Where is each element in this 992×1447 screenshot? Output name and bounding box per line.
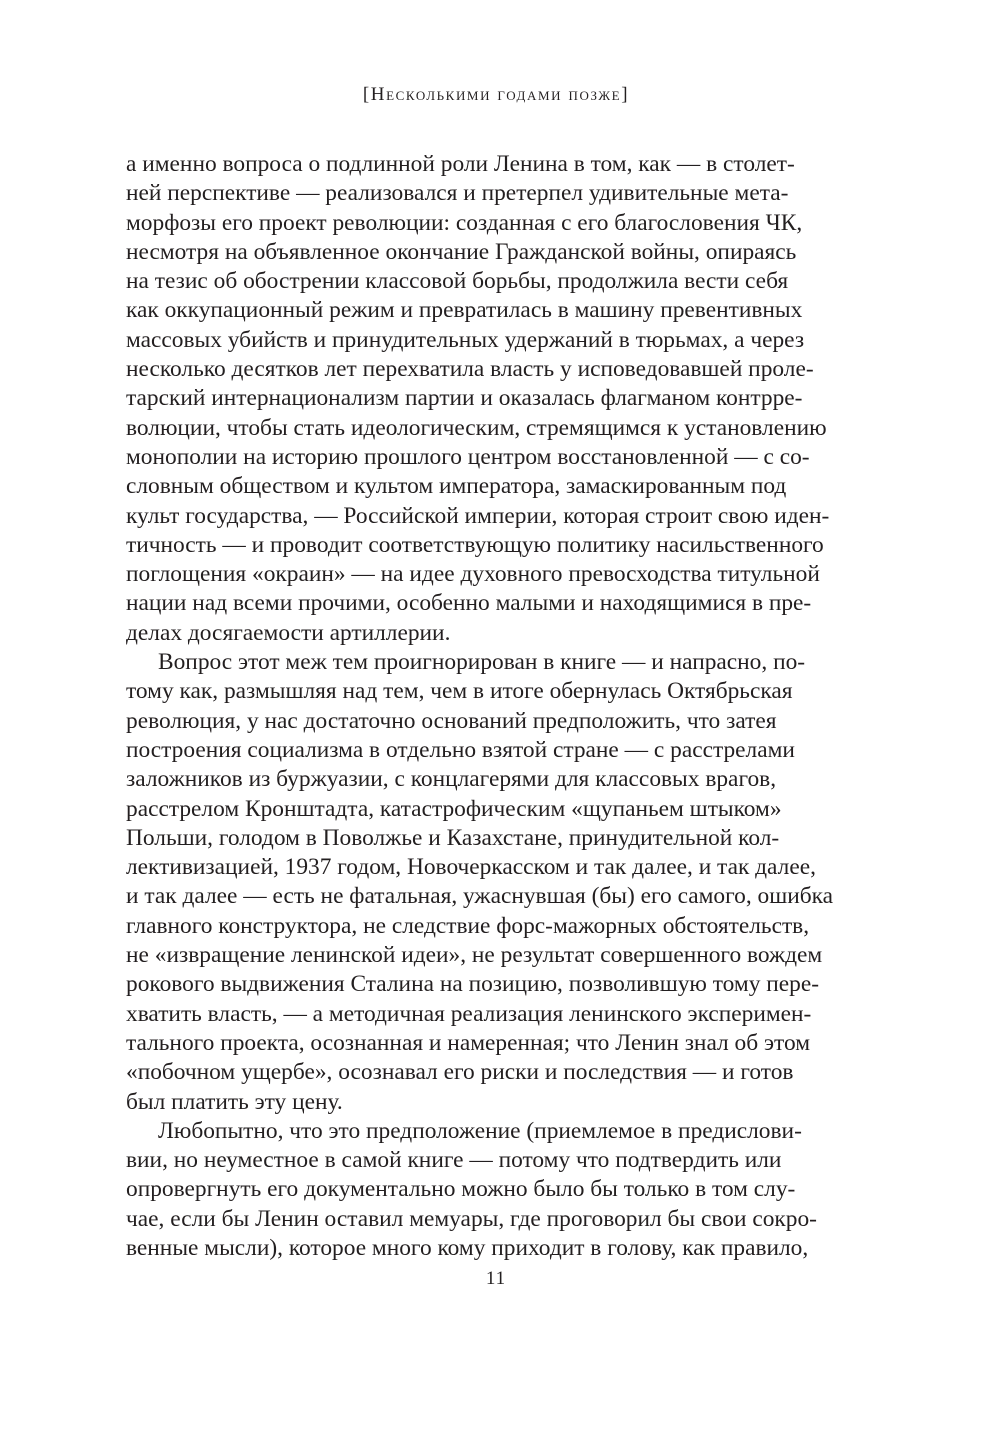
text-line: тального проекта, осознанная и намеренная; что Ленин знал об этом	[126, 1029, 811, 1056]
text-line: Вопрос этот меж тем проигнорирован в книге — и напрасно, по-	[158, 649, 806, 676]
text-line: делах досягаемости артиллерии.	[126, 619, 451, 646]
text-line: несмотря на объявленное окончание Гражданской войны, опираясь	[126, 238, 797, 265]
paragraph	[126, 648, 840, 1117]
text-line: был платить эту цену.	[126, 1088, 343, 1115]
text-line: заложников из буржуазии, с концлагерями для классовых врагов,	[126, 766, 777, 793]
text-line: несколько десятков лет перехватила власть у исповедовавшей проле-	[126, 356, 814, 383]
text-line: тарский интернационализм партии и оказалась флагманом контрре-	[126, 385, 803, 412]
paragraph	[126, 150, 840, 648]
text-line: массовых убийств и принудительных удержаний в тюрьмах, а через	[126, 326, 805, 353]
paragraph	[126, 1117, 840, 1263]
text-line: и так далее — есть не фатальная, ужаснувшая (бы) его самого, ошибка	[126, 883, 834, 910]
page-number: 11	[485, 1268, 507, 1289]
text-line: Любопытно, что это предположение (приемлемое в предислови-	[158, 1117, 802, 1144]
text-line: тичность — и проводит соответствующую политику насильственного	[126, 531, 824, 558]
text-line: Польши, голодом в Поволжье и Казахстане, принудительной кол-	[126, 824, 780, 851]
text-line: лективизацией, 1937 годом, Новочеркасском и так далее, и так далее,	[126, 854, 816, 881]
text-line: венные мысли), которое много кому приходит в голову, как правило,	[126, 1234, 809, 1261]
text-line: словным обществом и культом императора, замаскированным под	[126, 473, 787, 500]
text-line: чае, если бы Ленин оставил мемуары, где проговорил бы свои сокро-	[126, 1205, 817, 1232]
running-head: [Несколькими годами позже]	[362, 84, 630, 105]
text-line: расстрелом Кронштадта, катастрофическим «щупаньем штыком»	[126, 795, 782, 822]
text-line: ней перспективе — реализовался и претерпел удивительные мета-	[126, 180, 789, 207]
text-line: тому как, размышляя над тем, чем в итоге обернулась Октябрьская	[126, 678, 793, 705]
body-text	[126, 150, 840, 1263]
text-line: как оккупационный режим и превратилась в машину превентивных	[126, 297, 803, 324]
text-line: рокового выдвижения Сталина на позицию, позволившую тому пере-	[126, 971, 820, 998]
text-line: главного конструктора, не следствие форс-мажорных обстоятельств,	[126, 912, 810, 939]
text-line: морфозы его проект революции: созданная с его благословения ЧК,	[126, 209, 803, 236]
text-line: «побочном ущербе», осознавал его риски и последствия — и готов	[126, 1059, 794, 1086]
text-line: монополии на историю прошлого центром восстановленной — с со-	[126, 443, 810, 470]
text-line: волюции, чтобы стать идеологическим, стремящимся к установлению	[126, 414, 827, 441]
text-line: нации над всеми прочими, особенно малыми и находящимися в пре-	[126, 590, 812, 617]
text-line: построения социализма в отдельно взятой стране — с расстрелами	[126, 736, 795, 763]
text-line: не «извращение ленинской идеи», не результат совершенного вождем	[126, 942, 823, 969]
text-line: культ государства, — Российской империи, которая строит свою иден-	[126, 502, 830, 529]
text-line: поглощения «окраин» — на идее духовного превосходства титульной	[126, 561, 820, 588]
text-line: а именно вопроса о подлинной роли Ленина в том, как — в столет-	[126, 151, 795, 177]
text-line: вии, но неуместное в самой книге — потому что подтвердить или	[126, 1147, 782, 1174]
text-line: на тезис об обострении классовой борьбы, продолжила вести себя	[126, 268, 789, 295]
text-line: хватить власть, — а методичная реализация ленинского эксперимен-	[126, 1000, 812, 1027]
text-line: опровергнуть его документально можно было бы только в том слу-	[126, 1176, 796, 1203]
text-line: революция, у нас достаточно оснований предположить, что затея	[126, 707, 777, 734]
